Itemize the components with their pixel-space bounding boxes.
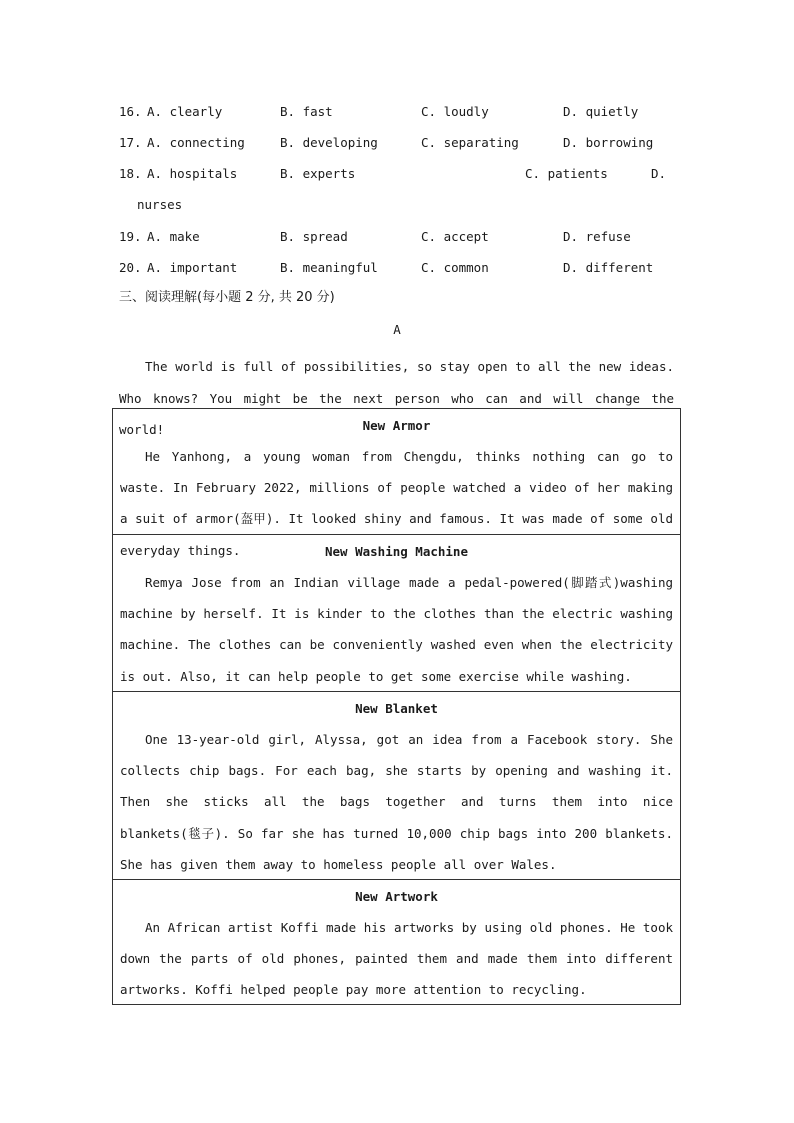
option-d: D. borrowing <box>563 135 654 150</box>
option-a: A. connecting <box>147 135 245 150</box>
option-b: B. spread <box>280 229 348 244</box>
option-c: C. separating <box>421 135 519 150</box>
card-title: New Washing Machine <box>325 544 468 559</box>
card-body: He Yanhong, a young woman from Chengdu, thinks nothing can go to waste. In February 2022, millions of people watched a video of her making a suit of armor(盔甲). It looked shiny and famous. It was made of some old everyday things. <box>120 449 673 558</box>
option-c: C. common <box>421 260 489 275</box>
option-c: C. loudly <box>421 104 489 119</box>
option-d: D. <box>651 166 667 181</box>
card-new-blanket <box>113 691 680 879</box>
card-body: One 13-year-old girl, Alyssa, got an idea from a Facebook story. She collects chip bags. For each bag, she starts by opening and washing it. Then she sticks all the bags together and turns them into nice blankets(毯子). So far she has turned 10,000 chip bags into 200 blankets. She has given them away to homeless people all over Wales. <box>120 732 673 872</box>
section-heading: 三、阅读理解(每小题 2 分, 共 20 分) <box>119 290 335 305</box>
question-number: 20. <box>119 260 142 275</box>
option-a: A. make <box>147 229 200 244</box>
option-d: D. quietly <box>563 104 639 119</box>
passage-table <box>112 408 681 1005</box>
option-a: A. clearly <box>147 104 223 119</box>
passage-label: A <box>393 322 401 337</box>
option-d: D. refuse <box>563 229 631 244</box>
question-number: 16. <box>119 104 142 119</box>
option-b: B. experts <box>280 166 356 181</box>
intro-text: The world is full of possibilities, so stay open to all the new ideas. Who knows? You might be the next person who can and will change the world! <box>119 359 674 437</box>
option-a: A. important <box>147 260 238 275</box>
card-title: New Armor <box>362 418 431 433</box>
option-d-continuation: nurses <box>137 197 183 212</box>
card-title: New Blanket <box>355 701 438 716</box>
question-number: 19. <box>119 229 142 244</box>
card-new-artwork <box>113 879 680 1004</box>
option-b: B. developing <box>280 135 378 150</box>
option-b: B. meaningful <box>280 260 378 275</box>
question-number: 18. <box>119 166 142 181</box>
option-d: D. different <box>563 260 654 275</box>
card-title: New Artwork <box>355 889 438 904</box>
option-a: A. hospitals <box>147 166 238 181</box>
card-body: Remya Jose from an Indian village made a pedal-powered(脚踏式)washing machine by herself. It is kinder to the clothes than the electric washing machine. The clothes can be conveniently washed even when the electricity is out. Also, it can help people to get some exercise while washing. <box>120 575 673 684</box>
option-c: C. accept <box>421 229 489 244</box>
question-number: 17. <box>119 135 142 150</box>
card-body: An African artist Koffi made his artworks by using old phones. He took down the parts of old phones, painted them and made them into different artworks. Koffi helped people pay more attention to recycling. <box>120 920 673 998</box>
option-c: C. patients <box>525 166 608 181</box>
option-b: B. fast <box>280 104 333 119</box>
